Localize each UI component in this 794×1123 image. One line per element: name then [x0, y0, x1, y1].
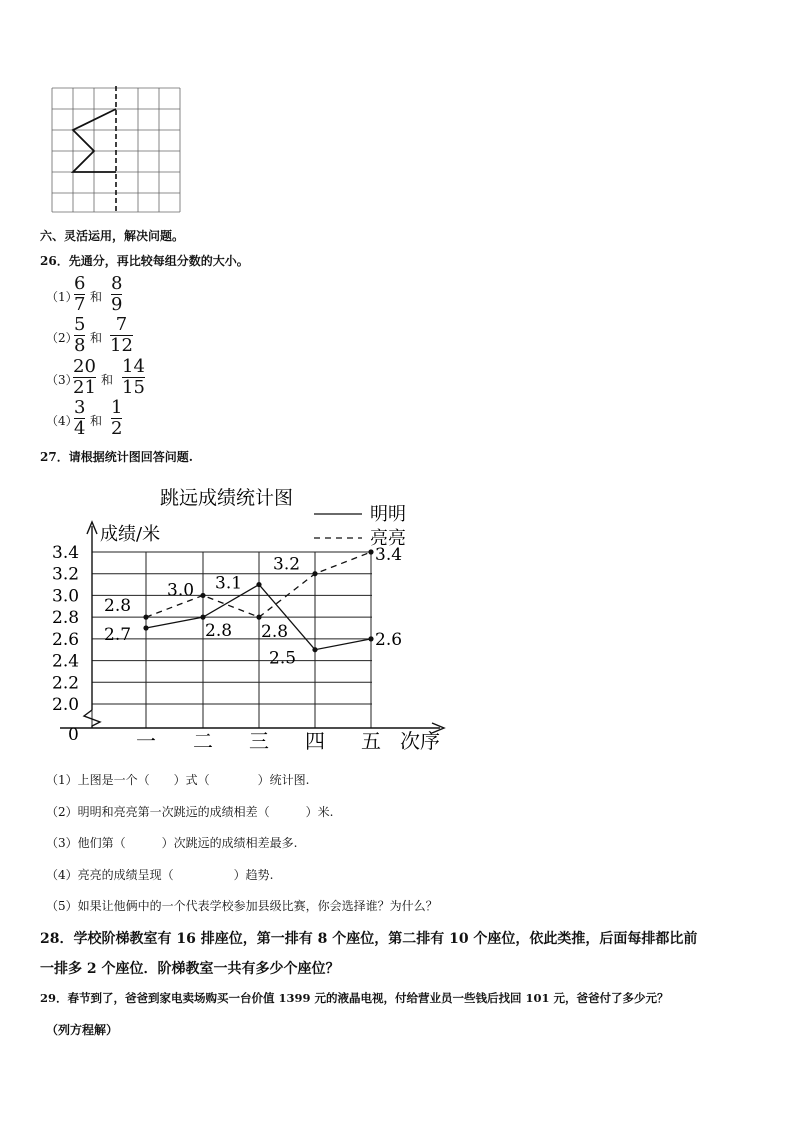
y-tick-label: 2.0: [52, 695, 80, 715]
data-point: [256, 615, 261, 620]
q27-sub-4: （4）亮亮的成绩呈现（ ）趋势.: [46, 868, 274, 882]
x-tick-label: 三: [249, 729, 269, 753]
fraction: 3 4: [74, 397, 86, 439]
data-label: 2.8: [261, 622, 289, 643]
data-point: [312, 647, 317, 652]
long-jump-line-chart: [40, 478, 480, 760]
y-tick-label: 3.0: [52, 586, 80, 607]
chart-title: 跳远成绩统计图: [160, 487, 294, 509]
data-label: 3.2: [273, 554, 301, 575]
fraction: 6 7: [74, 273, 86, 315]
chart-labels: [52, 543, 440, 753]
and-label: 和: [90, 290, 103, 304]
question-26-prompt: 26．先通分，再比较每组分数的大小。: [40, 254, 249, 268]
and-label: 和: [101, 373, 114, 387]
data-point: [368, 549, 373, 554]
item-label: （1）: [46, 290, 78, 304]
data-label: 2.6: [375, 629, 403, 650]
data-label: 2.5: [269, 648, 297, 669]
fraction: 20 21: [73, 356, 96, 398]
fraction: 14 15: [122, 356, 145, 398]
question-27-prompt: 27．请根据统计图回答问题.: [40, 450, 193, 464]
y-tick-label: 3.4: [52, 543, 80, 563]
and-label: 和: [90, 414, 103, 428]
x-axis-label: 次序: [400, 729, 440, 753]
item-label: （3）: [46, 373, 78, 387]
question-28-line-1: 28．学校阶梯教室有 16 排座位，第一排有 8 个座位，第二排有 10 个座位，依此类推，后面每排都比前: [40, 931, 698, 947]
item-label: （2）: [46, 331, 78, 345]
data-label: 2.8: [205, 621, 233, 642]
item-label: （4）: [46, 414, 78, 428]
y-tick-label: 2.4: [52, 651, 80, 672]
data-point: [256, 582, 261, 587]
question-29-line-2: （列方程解）: [46, 1023, 119, 1037]
origin-label: 0: [68, 725, 79, 745]
data-point: [312, 571, 317, 576]
data-label: 2.7: [104, 625, 132, 645]
y-tick-label: 3.2: [52, 564, 80, 585]
data-point: [143, 625, 148, 630]
fraction: 7 12: [110, 314, 133, 356]
y-tick-label: 2.8: [52, 608, 80, 629]
symmetry-grid-figure: [50, 86, 182, 214]
data-label: 3.0: [167, 580, 195, 601]
data-point: [200, 593, 205, 598]
x-tick-label: 五: [361, 729, 381, 753]
question-29-line-1: 29．春节到了，爸爸到家电卖场购买一台价值 1399 元的液晶电视，付给营业员一些钱后找回 101 元，爸爸付了多少元？: [40, 991, 669, 1005]
q27-sub-1: （1）上图是一个（ ）式（ ）统计图.: [46, 773, 310, 787]
x-tick-label: 四: [305, 729, 325, 753]
fraction: 8 9: [111, 273, 123, 315]
q27-sub-2: （2）明明和亮亮第一次跳远的成绩相差（ ）米.: [46, 805, 334, 819]
fraction: 5 8: [74, 314, 86, 356]
q27-sub-5: （5）如果让他俩中的一个代表学校参加县级比赛，你会选择谁？为什么？: [46, 899, 438, 913]
data-label: 3.1: [215, 573, 243, 594]
legend: [314, 504, 406, 549]
data-point: [368, 636, 373, 641]
y-tick-label: 2.6: [52, 629, 80, 650]
and-label: 和: [90, 331, 103, 345]
y-tick-label: 2.2: [52, 673, 80, 694]
legend-label-mingming: 明明: [370, 504, 406, 525]
data-label: 2.8: [104, 596, 132, 617]
x-tick-label: 二: [193, 729, 213, 753]
fraction: 1 2: [111, 397, 123, 439]
data-point: [143, 615, 148, 620]
data-point: [200, 615, 205, 620]
y-axis-label: 成绩/米: [100, 524, 161, 545]
question-28-line-2: 一排多 2 个座位．阶梯教室一共有多少个座位？: [40, 961, 340, 977]
legend-label-liangliang: 亮亮: [370, 528, 406, 549]
q27-sub-3: （3）他们第（ ）次跳远的成绩相差最多.: [46, 836, 298, 850]
x-tick-label: 一: [136, 729, 156, 753]
data-label: 3.4: [375, 545, 403, 565]
section-heading: 六、灵活运用，解决问题。: [40, 229, 185, 243]
